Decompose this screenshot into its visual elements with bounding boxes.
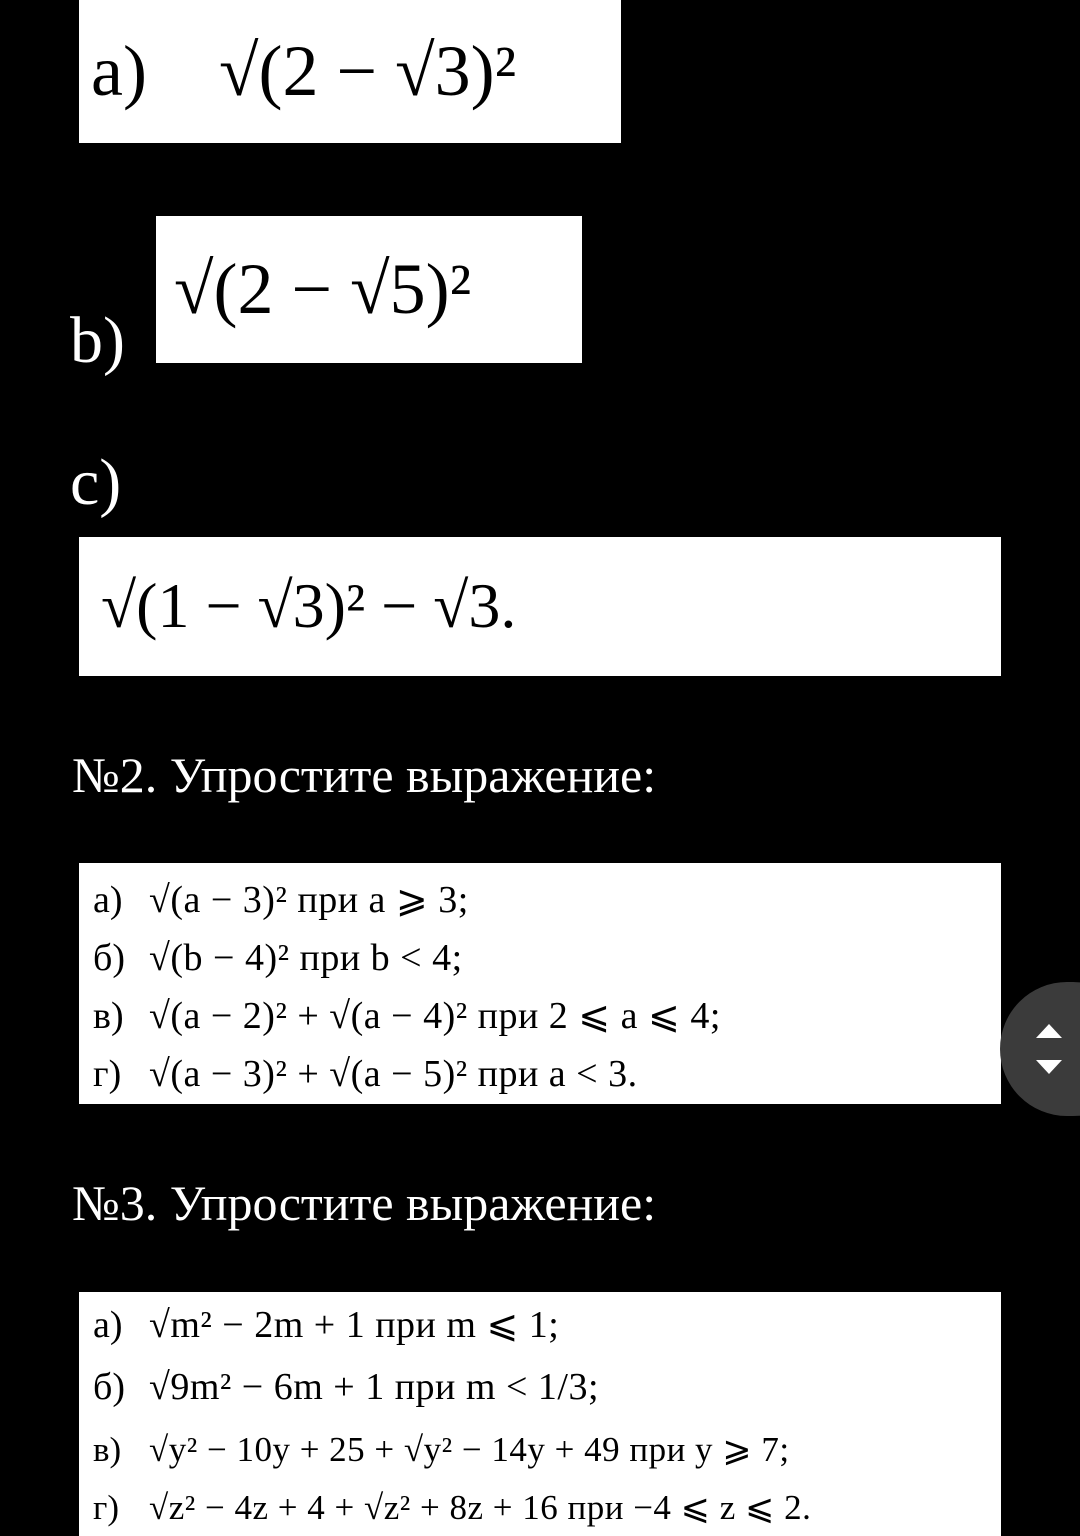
task2-box <box>79 863 1001 1104</box>
task3-heading: №3. Упростите выражение: <box>72 1175 657 1231</box>
task3-item-letter: в) <box>93 1430 122 1469</box>
expr-c-box <box>79 537 1001 676</box>
arrow-down-icon <box>1036 1060 1062 1074</box>
expr-b-formula: √(2 − √5)² <box>174 249 472 329</box>
task3-item-v <box>93 1432 790 1467</box>
task3-box <box>79 1292 1001 1536</box>
task3-item-letter: а) <box>93 1304 123 1346</box>
task2-item-a <box>93 881 469 919</box>
task2-heading: №2. Упростите выражение: <box>72 747 657 803</box>
task2-item-text: √(a − 3)² + √(a − 5)² при a < 3. <box>149 1053 638 1095</box>
task2-item-letter: б) <box>93 937 125 979</box>
task2-item-text: √(b − 4)² при b < 4; <box>149 937 463 979</box>
task2-item-v <box>93 997 721 1035</box>
task3-item-letter: б) <box>93 1366 125 1408</box>
task3-item-text: √m² − 2m + 1 при m ⩽ 1; <box>149 1304 560 1346</box>
task3-item-text: √z² − 4z + 4 + √z² + 8z + 16 при −4 ⩽ z ⩽ 2. <box>149 1488 812 1527</box>
task3-item-b <box>93 1368 599 1406</box>
expr-a-box <box>79 0 621 143</box>
expr-c-formula: √(1 − √3)² − √3. <box>101 570 517 641</box>
task2-item-letter: в) <box>93 995 124 1037</box>
task3-item-letter: г) <box>93 1488 120 1527</box>
scroll-up-down-button[interactable] <box>1000 982 1080 1116</box>
expr-b-label: b) <box>70 304 125 377</box>
expr-a-formula: √(2 − √3)² <box>219 31 517 111</box>
task2-item-letter: а) <box>93 879 123 921</box>
arrow-up-icon <box>1036 1024 1062 1038</box>
task2-item-g <box>93 1055 638 1093</box>
task3-item-g <box>93 1490 811 1525</box>
task3-item-text: √9m² − 6m + 1 при m < 1/3; <box>149 1366 599 1408</box>
task3-item-text: √y² − 10y + 25 + √y² − 14y + 49 при y ⩾ 7; <box>149 1430 790 1469</box>
expr-c-label: c) <box>70 446 122 519</box>
expr-b-box <box>156 216 582 363</box>
task3-item-a <box>93 1306 559 1344</box>
expr-a-label: a) <box>91 31 147 111</box>
task2-item-letter: г) <box>93 1053 122 1095</box>
task2-item-text: √(a − 3)² при a ⩾ 3; <box>149 879 469 921</box>
task2-item-text: √(a − 2)² + √(a − 4)² при 2 ⩽ a ⩽ 4; <box>149 995 721 1037</box>
task2-item-b <box>93 939 463 977</box>
